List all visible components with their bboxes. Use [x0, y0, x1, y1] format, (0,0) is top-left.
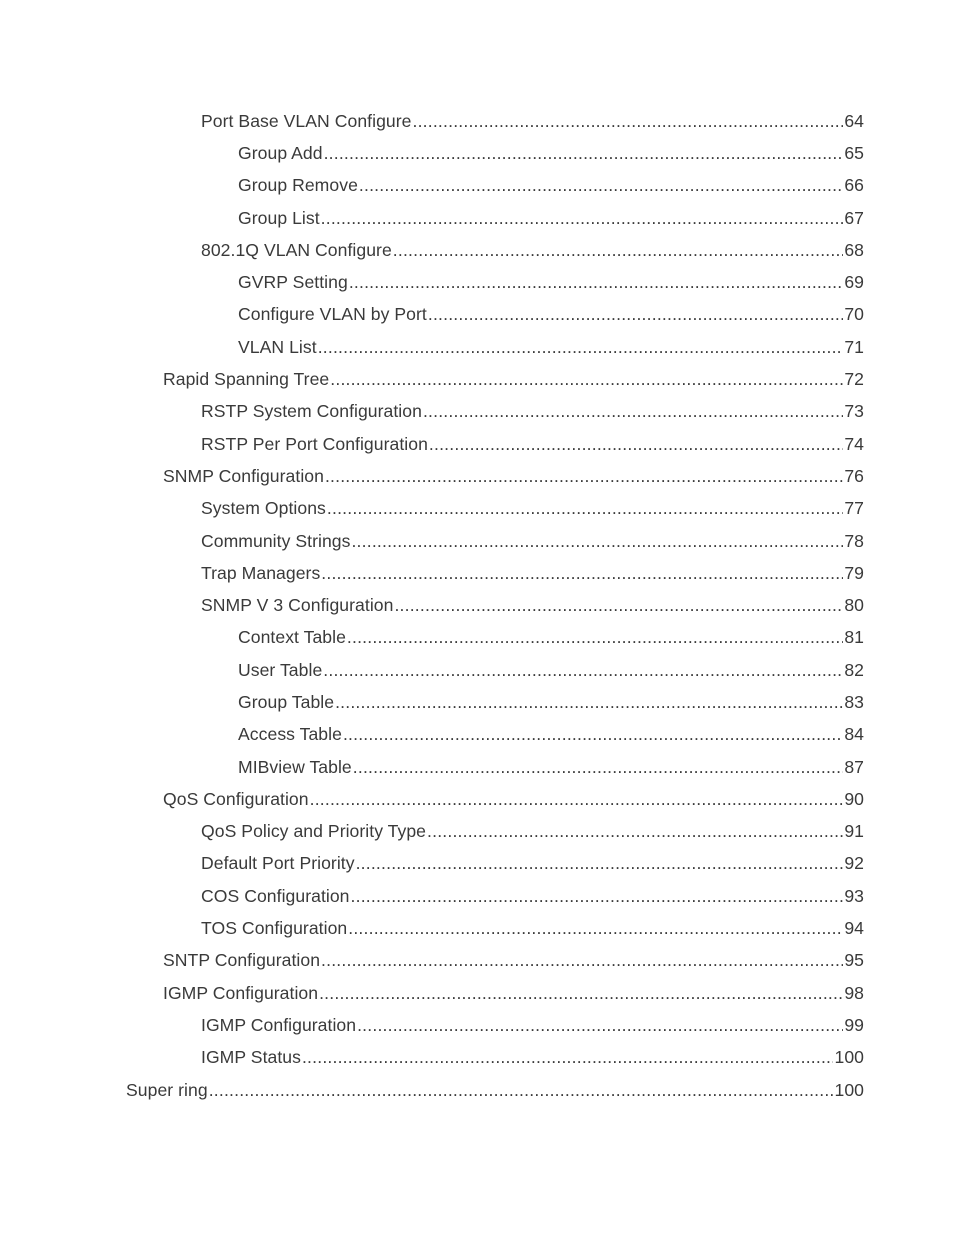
toc-dot-leader	[357, 1015, 843, 1036]
toc-entry[interactable]	[0, 719, 954, 751]
toc-entry[interactable]	[0, 493, 954, 525]
toc-dot-leader	[330, 369, 843, 390]
toc-entry-page-number: 80	[844, 595, 864, 616]
toc-entry[interactable]	[0, 299, 954, 331]
toc-dot-leader	[412, 111, 843, 132]
toc-entry[interactable]	[0, 977, 954, 1009]
toc-entry-page-number: 98	[844, 982, 864, 1003]
toc-entry-page-number: 99	[844, 1014, 864, 1035]
toc-entry[interactable]	[0, 622, 954, 654]
toc-entry-title: Context Table	[238, 627, 346, 648]
toc-dot-leader	[323, 660, 843, 681]
toc-entry-page-number: 76	[844, 465, 864, 486]
toc-entry-page-number: 82	[844, 659, 864, 680]
toc-entry[interactable]	[0, 557, 954, 589]
toc-dot-leader	[321, 208, 844, 229]
toc-entry-page-number: 72	[844, 369, 864, 390]
toc-dot-leader	[351, 886, 844, 907]
toc-entry-title: Group Table	[238, 691, 335, 712]
toc-entry-title: Access Table	[238, 724, 342, 745]
toc-entry[interactable]	[0, 880, 954, 912]
toc-entry-page-number: 100	[834, 1079, 864, 1100]
toc-entry-title: IGMP Configuration	[163, 982, 319, 1003]
toc-dot-leader	[209, 1080, 834, 1101]
toc-entry-title: SNMP Configuration	[163, 465, 324, 486]
toc-entry-page-number: 87	[844, 756, 864, 777]
toc-entry-title: Trap Managers	[201, 562, 321, 583]
toc-dot-leader	[427, 821, 843, 842]
toc-entry-page-number: 70	[844, 304, 864, 325]
toc-entry-title: MIBview Table	[238, 756, 352, 777]
toc-entry[interactable]	[0, 266, 954, 298]
toc-dot-leader	[324, 143, 844, 164]
toc-entry-title: IGMP Configuration	[201, 1014, 357, 1035]
toc-entry-title: Group List	[238, 207, 320, 228]
toc-entry-page-number: 65	[844, 142, 864, 163]
toc-entry-page-number: 93	[844, 885, 864, 906]
toc-dot-leader	[347, 627, 843, 648]
toc-entry[interactable]	[0, 1042, 954, 1074]
toc-dot-leader	[348, 918, 843, 939]
toc-entry-page-number: 84	[844, 724, 864, 745]
toc-dot-leader	[302, 1047, 834, 1068]
toc-entry-title: Super ring	[126, 1079, 208, 1100]
toc-dot-leader	[353, 757, 844, 778]
table-of-contents	[0, 105, 954, 1106]
toc-entry-title: Group Add	[238, 142, 323, 163]
toc-entry-page-number: 79	[844, 562, 864, 583]
toc-dot-leader	[310, 789, 844, 810]
toc-entry-page-number: 95	[844, 950, 864, 971]
toc-entry[interactable]	[0, 363, 954, 395]
toc-entry-page-number: 92	[844, 853, 864, 874]
toc-entry-page-number: 94	[844, 918, 864, 939]
toc-entry-title: RSTP Per Port Configuration	[201, 433, 428, 454]
toc-dot-leader	[325, 466, 843, 487]
toc-entry[interactable]	[0, 396, 954, 428]
toc-entry[interactable]	[0, 783, 954, 815]
toc-entry-page-number: 73	[844, 401, 864, 422]
toc-entry-title: IGMP Status	[201, 1047, 301, 1068]
toc-entry[interactable]	[0, 234, 954, 266]
toc-dot-leader	[428, 304, 843, 325]
toc-dot-leader	[335, 692, 843, 713]
toc-dot-leader	[356, 853, 844, 874]
toc-entry[interactable]	[0, 686, 954, 718]
toc-entry-title: VLAN List	[238, 336, 317, 357]
toc-entry-page-number: 78	[844, 530, 864, 551]
toc-entry-page-number: 74	[844, 433, 864, 454]
toc-dot-leader	[393, 240, 844, 261]
toc-entry-title: Community Strings	[201, 530, 351, 551]
toc-entry-title: Configure VLAN by Port	[238, 304, 427, 325]
toc-entry[interactable]	[0, 1074, 954, 1106]
toc-entry-page-number: 83	[844, 691, 864, 712]
toc-entry-title: COS Configuration	[201, 885, 350, 906]
toc-entry-title: Group Remove	[238, 175, 358, 196]
toc-dot-leader	[429, 434, 843, 455]
toc-dot-leader	[321, 950, 843, 971]
toc-entry[interactable]	[0, 428, 954, 460]
toc-entry[interactable]	[0, 525, 954, 557]
toc-dot-leader	[349, 272, 844, 293]
toc-dot-leader	[359, 175, 843, 196]
toc-entry-page-number: 64	[844, 110, 864, 131]
toc-entry[interactable]	[0, 848, 954, 880]
toc-dot-leader	[394, 595, 843, 616]
toc-entry[interactable]	[0, 816, 954, 848]
toc-entry-title: System Options	[201, 498, 326, 519]
toc-entry-page-number: 71	[844, 336, 864, 357]
toc-dot-leader	[351, 531, 843, 552]
toc-entry-title: QoS Configuration	[163, 788, 309, 809]
toc-entry-page-number: 69	[844, 272, 864, 293]
toc-entry-page-number: 67	[844, 207, 864, 228]
toc-entry[interactable]	[0, 1009, 954, 1041]
toc-entry-title: SNMP V 3 Configuration	[201, 595, 394, 616]
toc-entry-page-number: 90	[844, 788, 864, 809]
toc-entry-title: Default Port Priority	[201, 853, 355, 874]
toc-entry-page-number: 91	[844, 821, 864, 842]
toc-dot-leader	[343, 724, 843, 745]
toc-entry-page-number: 66	[844, 175, 864, 196]
toc-entry[interactable]	[0, 945, 954, 977]
toc-dot-leader	[318, 337, 844, 358]
toc-entry-title: Rapid Spanning Tree	[163, 369, 330, 390]
toc-entry[interactable]	[0, 654, 954, 686]
toc-entry-page-number: 100	[834, 1047, 864, 1068]
toc-entry[interactable]	[0, 137, 954, 169]
toc-entry-title: TOS Configuration	[201, 918, 348, 939]
toc-entry[interactable]	[0, 202, 954, 234]
toc-entry[interactable]	[0, 751, 954, 783]
toc-entry[interactable]	[0, 105, 954, 137]
toc-entry-page-number: 68	[844, 239, 864, 260]
toc-entry-title: GVRP Setting	[238, 272, 348, 293]
toc-entry-page-number: 81	[844, 627, 864, 648]
toc-entry[interactable]	[0, 331, 954, 363]
toc-entry-title: RSTP System Configuration	[201, 401, 422, 422]
toc-dot-leader	[423, 401, 843, 422]
toc-entry-page-number: 77	[844, 498, 864, 519]
toc-dot-leader	[327, 498, 843, 519]
toc-entry[interactable]	[0, 912, 954, 944]
toc-entry[interactable]	[0, 589, 954, 621]
toc-entry[interactable]	[0, 460, 954, 492]
toc-entry-title: 802.1Q VLAN Configure	[201, 239, 392, 260]
toc-entry-title: SNTP Configuration	[163, 950, 321, 971]
toc-entry-title: Port Base VLAN Configure	[201, 110, 412, 131]
toc-entry-title: User Table	[238, 659, 323, 680]
toc-entry[interactable]	[0, 170, 954, 202]
toc-dot-leader	[319, 983, 843, 1004]
toc-entry-title: QoS Policy and Priority Type	[201, 821, 427, 842]
toc-dot-leader	[321, 563, 843, 584]
